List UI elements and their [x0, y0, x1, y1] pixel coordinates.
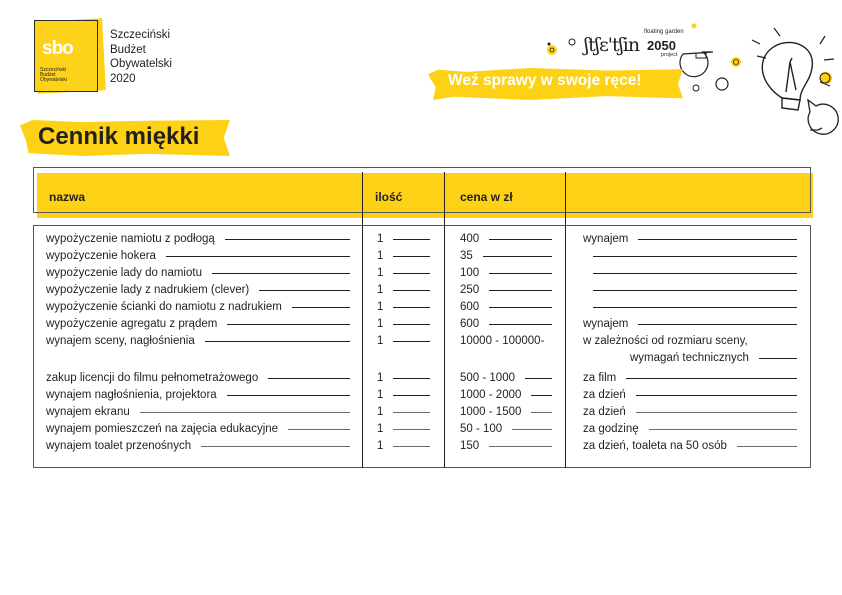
logo-line: Budżet	[110, 43, 146, 56]
row-price	[460, 282, 552, 299]
fill-line	[393, 395, 430, 396]
row-name-text: wynajem sceny, nagłośnienia	[46, 335, 195, 347]
row-name-text: wynajem ekranu	[46, 406, 130, 418]
logo-mark: sbo	[42, 38, 73, 59]
row-qty-text: 1	[377, 284, 384, 296]
row-price-text: 600	[460, 318, 480, 330]
row-price-text: 50 - 100	[460, 423, 503, 435]
row-qty	[377, 333, 430, 350]
page-title: Cennik miękki	[38, 123, 200, 150]
row-qty	[377, 421, 430, 438]
fill-line	[393, 429, 430, 430]
fill-line	[626, 378, 797, 379]
light-bulb-icon	[762, 42, 812, 110]
header-price: cena w zł	[460, 190, 513, 204]
row-name	[46, 404, 350, 421]
fill-line	[593, 273, 797, 274]
fill-line	[393, 341, 430, 342]
row-note	[583, 370, 797, 387]
fill-line	[525, 378, 552, 379]
row-name-text: wypożyczenie hokera	[46, 250, 156, 262]
fill-line	[531, 395, 552, 396]
row-note	[583, 316, 797, 333]
fill-line	[489, 307, 552, 308]
row-price	[460, 299, 552, 316]
header-qty: ilość	[375, 190, 403, 204]
row-price-text: 500 - 1000	[460, 372, 515, 384]
dot-icon	[548, 43, 551, 46]
fill-line	[593, 307, 797, 308]
row-price	[460, 421, 552, 438]
fill-line	[638, 239, 797, 240]
header-name: nazwa	[49, 190, 86, 204]
row-name	[46, 248, 350, 265]
row-name-text: wypożyczenie lady z nadrukiem (clever)	[46, 284, 250, 296]
fill-line	[140, 412, 350, 413]
row-qty-text: 1	[377, 389, 384, 401]
row-note-continued-text: wymagań technicznych	[630, 352, 749, 364]
fill-line	[393, 239, 430, 240]
fill-line	[393, 324, 430, 325]
row-name-text: wypożyczenie namiotu z podłogą	[46, 233, 215, 245]
row-name-text: zakup licencji do filmu pełnometrażowego	[46, 372, 259, 384]
logo-caption-line: Szczeciński	[40, 67, 67, 73]
row-note-text: za film	[583, 372, 617, 384]
stettin-project: project	[661, 52, 678, 58]
fill-line	[393, 273, 430, 274]
row-qty-text: 1	[377, 301, 384, 313]
row-note-text: za godzinę	[583, 423, 639, 435]
row-price-text: 250	[460, 284, 480, 296]
fill-line	[393, 378, 430, 379]
row-name-text: wypożyczenie agregatu z prądem	[46, 318, 218, 330]
fill-line	[393, 412, 430, 413]
row-price	[460, 333, 552, 350]
row-note	[583, 404, 797, 421]
row-name	[46, 231, 350, 248]
row-name	[46, 421, 350, 438]
row-name-text: wynajem toalet przenośnych	[46, 440, 192, 452]
row-name	[46, 282, 350, 299]
row-qty-text: 1	[377, 423, 384, 435]
row-price	[460, 387, 552, 404]
fill-line	[638, 324, 797, 325]
row-name	[46, 370, 350, 387]
row-price-text: 35	[460, 250, 473, 262]
row-qty-text: 1	[377, 233, 384, 245]
logo-line: Obywatelski	[110, 58, 172, 70]
row-note	[583, 248, 797, 265]
row-qty	[377, 282, 430, 299]
column-divider	[444, 172, 445, 468]
row-price-text: 400	[460, 233, 480, 245]
row-qty-text: 1	[377, 335, 384, 347]
logo-caption-line: Budżet	[40, 72, 56, 78]
fill-line	[201, 446, 350, 447]
row-note-text: za dzień	[583, 389, 626, 401]
row-qty	[377, 387, 430, 404]
fill-line	[489, 239, 552, 240]
fill-line	[205, 341, 350, 342]
row-price	[460, 404, 552, 421]
fill-line	[212, 273, 350, 274]
row-note	[583, 333, 797, 350]
speech-bubble-car-icon	[680, 52, 713, 77]
row-price	[460, 248, 552, 265]
row-qty	[377, 370, 430, 387]
row-price-text: 1000 - 1500	[460, 406, 522, 418]
yellow-dot-icon	[731, 57, 741, 67]
row-note	[583, 438, 797, 455]
row-qty	[377, 248, 430, 265]
row-name	[46, 387, 350, 404]
fill-line	[737, 446, 797, 447]
logo-caption-line: Obywatelski	[40, 77, 67, 83]
row-note	[583, 231, 797, 248]
row-qty-text: 1	[377, 372, 384, 384]
fill-line	[166, 256, 350, 257]
row-note-text: wynajem	[583, 233, 629, 245]
row-price	[460, 370, 552, 387]
row-note	[583, 265, 797, 282]
fill-line	[288, 429, 350, 430]
fill-line	[393, 256, 430, 257]
row-note	[583, 282, 797, 299]
fill-line	[593, 256, 797, 257]
column-divider	[565, 172, 566, 468]
fill-line	[393, 307, 430, 308]
circle-icon	[569, 39, 575, 45]
row-name	[46, 333, 350, 350]
fill-line	[292, 307, 350, 308]
row-price-text: 150	[460, 440, 480, 452]
fill-line	[225, 239, 350, 240]
row-note-text: za dzień, toaleta na 50 osób	[583, 440, 727, 452]
row-price-text: 10000 - 100000-	[460, 335, 545, 347]
row-name	[46, 265, 350, 282]
row-name-text: wypożyczenie lady do namiotu	[46, 267, 202, 279]
fill-line	[393, 290, 430, 291]
column-divider	[362, 172, 363, 468]
row-qty-text: 1	[377, 267, 384, 279]
row-note	[583, 421, 797, 438]
row-price-text: 1000 - 2000	[460, 389, 522, 401]
stettin-wordmark: ʃtʃɛ'tʃin	[584, 34, 640, 56]
fill-line	[489, 446, 552, 447]
table-header	[33, 167, 811, 213]
row-name-text: wynajem nagłośnienia, projektora	[46, 389, 217, 401]
fill-line	[489, 273, 552, 274]
row-note	[583, 299, 797, 316]
slogan: Weź sprawy w swoje ręce!	[448, 72, 642, 89]
row-qty	[377, 231, 430, 248]
fill-line	[512, 429, 552, 430]
logo-line: Szczeciński	[110, 29, 171, 41]
row-note-text: wynajem	[583, 318, 629, 330]
row-qty	[377, 438, 430, 455]
row-name-text: wynajem pomieszczeń na zajęcia edukacyjne	[46, 423, 279, 435]
row-qty	[377, 299, 430, 316]
row-qty-text: 1	[377, 440, 384, 452]
row-price	[460, 316, 552, 333]
row-name	[46, 438, 350, 455]
logo-text	[110, 28, 172, 86]
fill-line	[531, 412, 552, 413]
fill-line	[268, 378, 350, 379]
row-qty-text: 1	[377, 318, 384, 330]
fill-line	[759, 358, 797, 359]
row-price-text: 600	[460, 301, 480, 313]
row-note-text: w zależności od rozmiaru sceny,	[583, 335, 748, 347]
row-qty	[377, 316, 430, 333]
fill-line	[483, 256, 552, 257]
row-qty	[377, 265, 430, 282]
logo-line: 2020	[110, 72, 136, 85]
row-name	[46, 299, 350, 316]
stettin-year: 2050	[647, 38, 676, 53]
fill-line	[636, 395, 797, 396]
fill-line	[593, 290, 797, 291]
row-name-text: wypożyczenie ścianki do namiotu z nadrukiem	[46, 301, 282, 313]
row-price	[460, 265, 552, 282]
fill-line	[489, 324, 552, 325]
row-name	[46, 316, 350, 333]
fill-line	[227, 395, 350, 396]
circle-icon	[716, 78, 728, 90]
fill-line	[259, 290, 350, 291]
row-price	[460, 438, 552, 455]
stettin-tagline: floating garden	[644, 29, 684, 35]
row-qty	[377, 404, 430, 421]
yellow-dot-icon	[547, 45, 557, 55]
row-note	[583, 387, 797, 404]
row-price-text: 100	[460, 267, 480, 279]
fill-line	[227, 324, 350, 325]
fill-line	[393, 446, 430, 447]
fill-line	[489, 290, 552, 291]
row-price	[460, 231, 552, 248]
logo-mark-caption	[40, 68, 90, 83]
row-qty-text: 1	[377, 250, 384, 262]
fill-line	[636, 412, 797, 413]
speech-bubble-face-icon	[808, 100, 838, 134]
fill-line	[649, 429, 797, 430]
row-note-text: za dzień	[583, 406, 626, 418]
row-note-continued	[630, 350, 797, 367]
row-qty-text: 1	[377, 406, 384, 418]
